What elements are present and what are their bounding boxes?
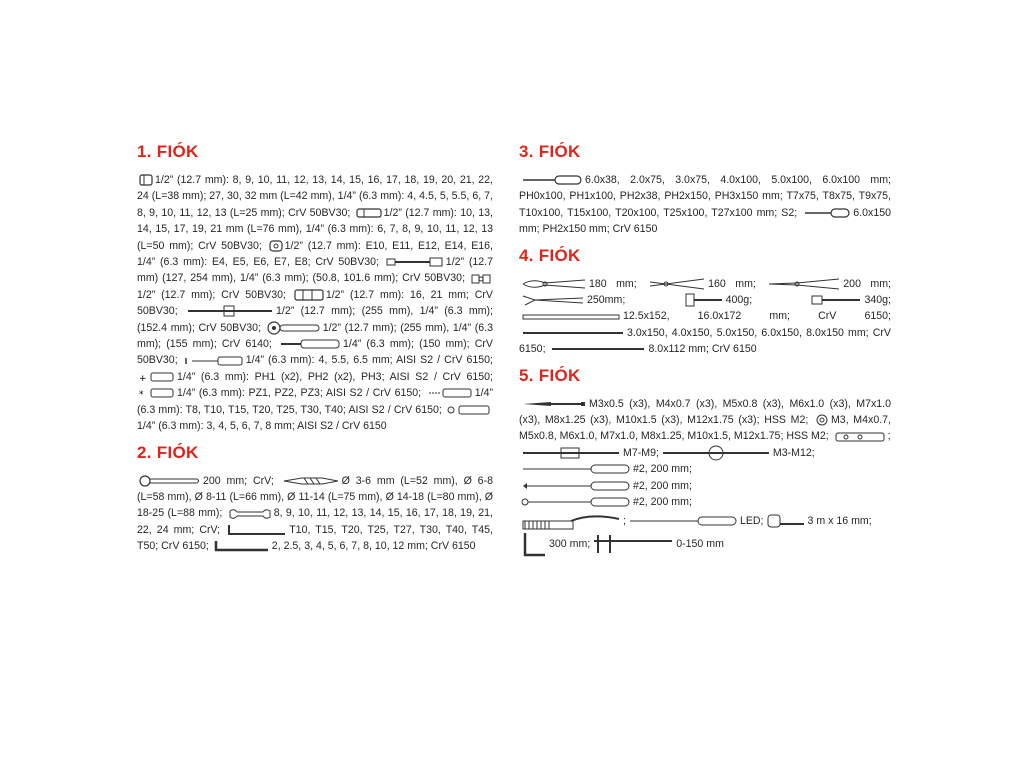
section-body <box>519 396 891 557</box>
ratchet-icon <box>267 321 321 335</box>
slotted-bits-text: 1/4” (6.3 mm): 4, 5.5, 6.5 mm; AISI S2 / CrV 6150; <box>245 354 493 367</box>
extension-bars-text: 1/2” (12.7 mm) (127, 254 mm), 1/4” (6.3 mm); (50.8, 101.6 mm); CrV 50BV30; <box>137 256 493 285</box>
torx-sockets-text: 1/2” (12.7 mm): E10, E11, E12, E14, E16, 1/4” (6.3 mm): E4, E5, E6, E7, E8; CrV 50BV30; <box>137 239 493 269</box>
section-fiok-3 <box>519 140 891 238</box>
wire-brush-text: ; <box>623 514 626 527</box>
svg-text:+: + <box>139 374 147 383</box>
right-column <box>519 140 891 563</box>
hex-key-icon <box>214 539 270 553</box>
taps-text: M3x0.5 (x3), M4x0.7 (x3), M5x0.8 (x3), M6x1.0 (x3), M7x1.0 (x3), M8x1.25 (x3), M10x1.5 (x3), M12x1.75 (x3); HSS M2; <box>519 397 891 427</box>
tape-measure-text: 3 m x 16 mm; <box>807 514 872 527</box>
die-holder-icon <box>834 431 886 443</box>
long-screwdrivers-text: 6.0x150 mm; PH2x150 mm; CrV 6150 <box>519 206 891 236</box>
spinner-handle-icon <box>279 339 341 349</box>
section-fiok-1 <box>137 140 493 435</box>
die-icon <box>815 414 829 426</box>
spark-plug-sockets-text: 1/2” (12.7 mm): 16, 21 mm; CrV 50BV30; <box>137 288 493 318</box>
water-pump-pliers-text: 250mm; <box>587 294 626 307</box>
section-fiok-5 <box>519 364 891 557</box>
section-body <box>137 172 493 435</box>
bit-icon <box>447 405 491 415</box>
screwdriver-icon <box>803 208 851 218</box>
screw-extractor-icon <box>282 476 340 486</box>
brush-row-1 <box>519 461 891 477</box>
torx-keys-text: T10, T15, T20, T25, T27, T30, T40, T45, T50; CrV 6150; <box>137 523 493 553</box>
svg-text:*: * <box>139 390 144 399</box>
side-cutters-text: 160 mm; <box>708 277 756 290</box>
dies-text: M3, M4x0.7, M5x0.8, M6x1.0, M7x1.0, M8x1.25, M10x1.5, M12x1.75; HSS M2; <box>519 414 891 443</box>
screwdriver-icon <box>521 175 583 185</box>
pliers-icon <box>767 277 841 291</box>
punch-icon <box>550 345 646 353</box>
hex-bits-text: 1/4” (6.3 mm): 3, 4, 5, 6, 7, 8 mm; AISI S2 / CrV 6150 <box>137 420 387 433</box>
bit-icon <box>139 388 175 398</box>
extension-bar-icon <box>386 257 444 267</box>
bit-icon <box>139 372 175 382</box>
combination-wrenches-text: 8, 9, 10, 11, 12, 13, 14, 15, 16, 17, 18, 19, 21, 22, 24 mm; CrV; <box>137 507 493 536</box>
bit-icon <box>184 356 244 366</box>
brush-2-text: #2, 200 mm; <box>633 479 692 492</box>
section-title: 1. FIÓK <box>137 142 199 161</box>
tape-measure-icon <box>766 514 806 528</box>
tap-wrench-text: M7-M9; <box>623 446 659 459</box>
brush-row-3 <box>519 494 891 510</box>
chisel-icon <box>521 312 621 322</box>
section-body <box>137 473 493 555</box>
torx-bits-text: 1/4” (6.3 mm): T8, T10, T15, T20, T25, T30, T40; AISI S2 / CrV 6150; <box>137 387 493 416</box>
hammer-400-text: 400g; <box>725 294 753 307</box>
wrench-icon <box>139 475 201 487</box>
deep-sockets-text: 1/2” (12.7 mm): 10, 13, 14, 15, 17, 19, 21 mm (L=76 mm), 1/4” (6.3 mm): 6, 7, 8, 9, 10, 11, 12, 13 (L=50 mm); CrV 50BV30; <box>137 206 493 252</box>
brush-row-2 <box>519 478 891 494</box>
caliper-icon <box>592 533 674 555</box>
section-title: 5. FIÓK <box>519 365 581 385</box>
long-nose-pliers-text: 200 mm; <box>843 277 891 290</box>
square-row <box>519 531 891 557</box>
screw-extractors-text: Ø 3-6 mm (L=52 mm), Ø 6-8 (L=58 mm), Ø 8-11 (L=66 mm), Ø 11-14 (L=75 mm), Ø 14-18 (L=80 mm), Ø 18-25 (L=88 mm); <box>137 474 493 520</box>
wrench-icon <box>228 508 272 520</box>
pliers-icon <box>521 293 585 307</box>
pozidriv-bits-text: 1/4” (6.3 mm): PZ1, PZ2, PZ3; AISI S2 / CrV 6150; <box>177 387 422 400</box>
adapter-text: ; <box>887 430 891 443</box>
punches-text: 3.0x150, 4.0x150, 5.0x150, 6.0x150, 8.0x150 mm; CrV 6150; <box>519 326 891 356</box>
brush-1-text: #2, 200 mm; <box>633 463 692 476</box>
deep-socket-icon <box>356 208 382 218</box>
section-body <box>519 276 891 358</box>
magnetic-pickup-icon <box>628 514 738 528</box>
bit-icon <box>427 388 473 398</box>
section-title: 3. FIÓK <box>519 142 581 161</box>
tap-wrench-icon <box>521 446 621 460</box>
t-handle-icon <box>186 305 274 317</box>
punch-icon <box>521 329 625 337</box>
universal-joint-icon <box>471 273 491 285</box>
section-body <box>519 172 891 238</box>
universal-joint-text: 1/2” (12.7 mm); CrV 50BV30; <box>137 288 286 301</box>
sockets-text: 1/2” (12.7 mm): 8, 9, 10, 11, 12, 13, 14, 15, 16, 17, 18, 19, 20, 21, 22, 24 (L=38 mm); 27, 30, 32 mm (L=42 mm), 1/4” (6.3 mm): 4, 4.5, 5, 5.5, 6, 7, 8, 9, 10, 11, 12, 13 (L=25 mm); CrV 50BV30; <box>137 174 493 219</box>
section-fiok-4 <box>519 244 891 358</box>
socket-icon <box>139 174 153 186</box>
combination-pliers-text: 180 mm; <box>589 277 637 290</box>
tap-wrench-row <box>519 445 891 461</box>
led-text: LED; <box>739 514 764 527</box>
section-fiok-2 <box>137 441 493 555</box>
brush-3-text: #2, 200 mm; <box>633 496 692 509</box>
screwdrivers-text: 6.0x38, 2.0x75, 3.0x75, 4.0x100, 5.0x100, 6.0x100 mm; PH0x100, PH1x100, PH2x38, PH2x150, PH3x150 mm; T7x75, T8x75, T9x75, T10x100, T15x100, T20x100, T25x100, T27x100 mm; S2; <box>519 174 891 219</box>
die-wrench-text: M3-M12; <box>772 446 815 459</box>
square-text: 300 mm; <box>549 537 591 550</box>
hammer-icon <box>810 293 862 307</box>
caliper-text: 0-150 mm <box>676 537 724 550</box>
pliers-icon <box>648 277 706 291</box>
spark-plug-socket-icon <box>294 289 324 301</box>
spinner-handle-text: 1/4” (6.3 mm); (150 mm); CrV 50BV30; <box>137 338 493 367</box>
chisels-text: 12.5x152, 16.0x172 mm; CrV 6150; <box>623 310 891 323</box>
die-wrench-icon <box>661 445 771 461</box>
section-title: 2. FIÓK <box>137 442 199 462</box>
t-handle-text: 1/2” (12.7 mm); (255 mm), 1/4” (6.3 mm); (152.4 mm); CrV 50BV30; <box>137 305 493 334</box>
adjustable-wrench-text: 200 mm; CrV; <box>203 474 274 487</box>
section-title: 4. FIÓK <box>519 245 581 265</box>
wire-brush-icon <box>521 511 621 531</box>
phillips-bits-text: 1/4” (6.3 mm): PH1 (x2), PH2 (x2), PH3; AISI S2 / CrV 6150; <box>177 370 493 383</box>
left-column <box>137 140 493 561</box>
hex-keys-text: 2, 2.5, 3, 4, 5, 6, 7, 8, 10, 12 mm; CrV 6150 <box>271 540 476 553</box>
ratchets-text: 1/2” (12.7 mm); (255 mm), 1/4” (6.3 mm); (155 mm); CrV 6140; <box>137 321 494 351</box>
square-icon <box>521 531 547 557</box>
brush-icon <box>521 464 631 474</box>
tap-icon <box>521 399 587 409</box>
hammer-340-text: 340g; <box>864 294 891 307</box>
hex-key-icon <box>227 523 287 537</box>
brush-icon <box>521 497 631 507</box>
hammer-icon <box>684 293 724 307</box>
wire-brush-row <box>519 511 891 531</box>
pliers-icon <box>521 277 587 291</box>
brush-icon <box>521 481 631 491</box>
torx-socket-icon <box>269 240 283 252</box>
center-punch-text: 8.0x112 mm; CrV 6150 <box>648 343 757 356</box>
